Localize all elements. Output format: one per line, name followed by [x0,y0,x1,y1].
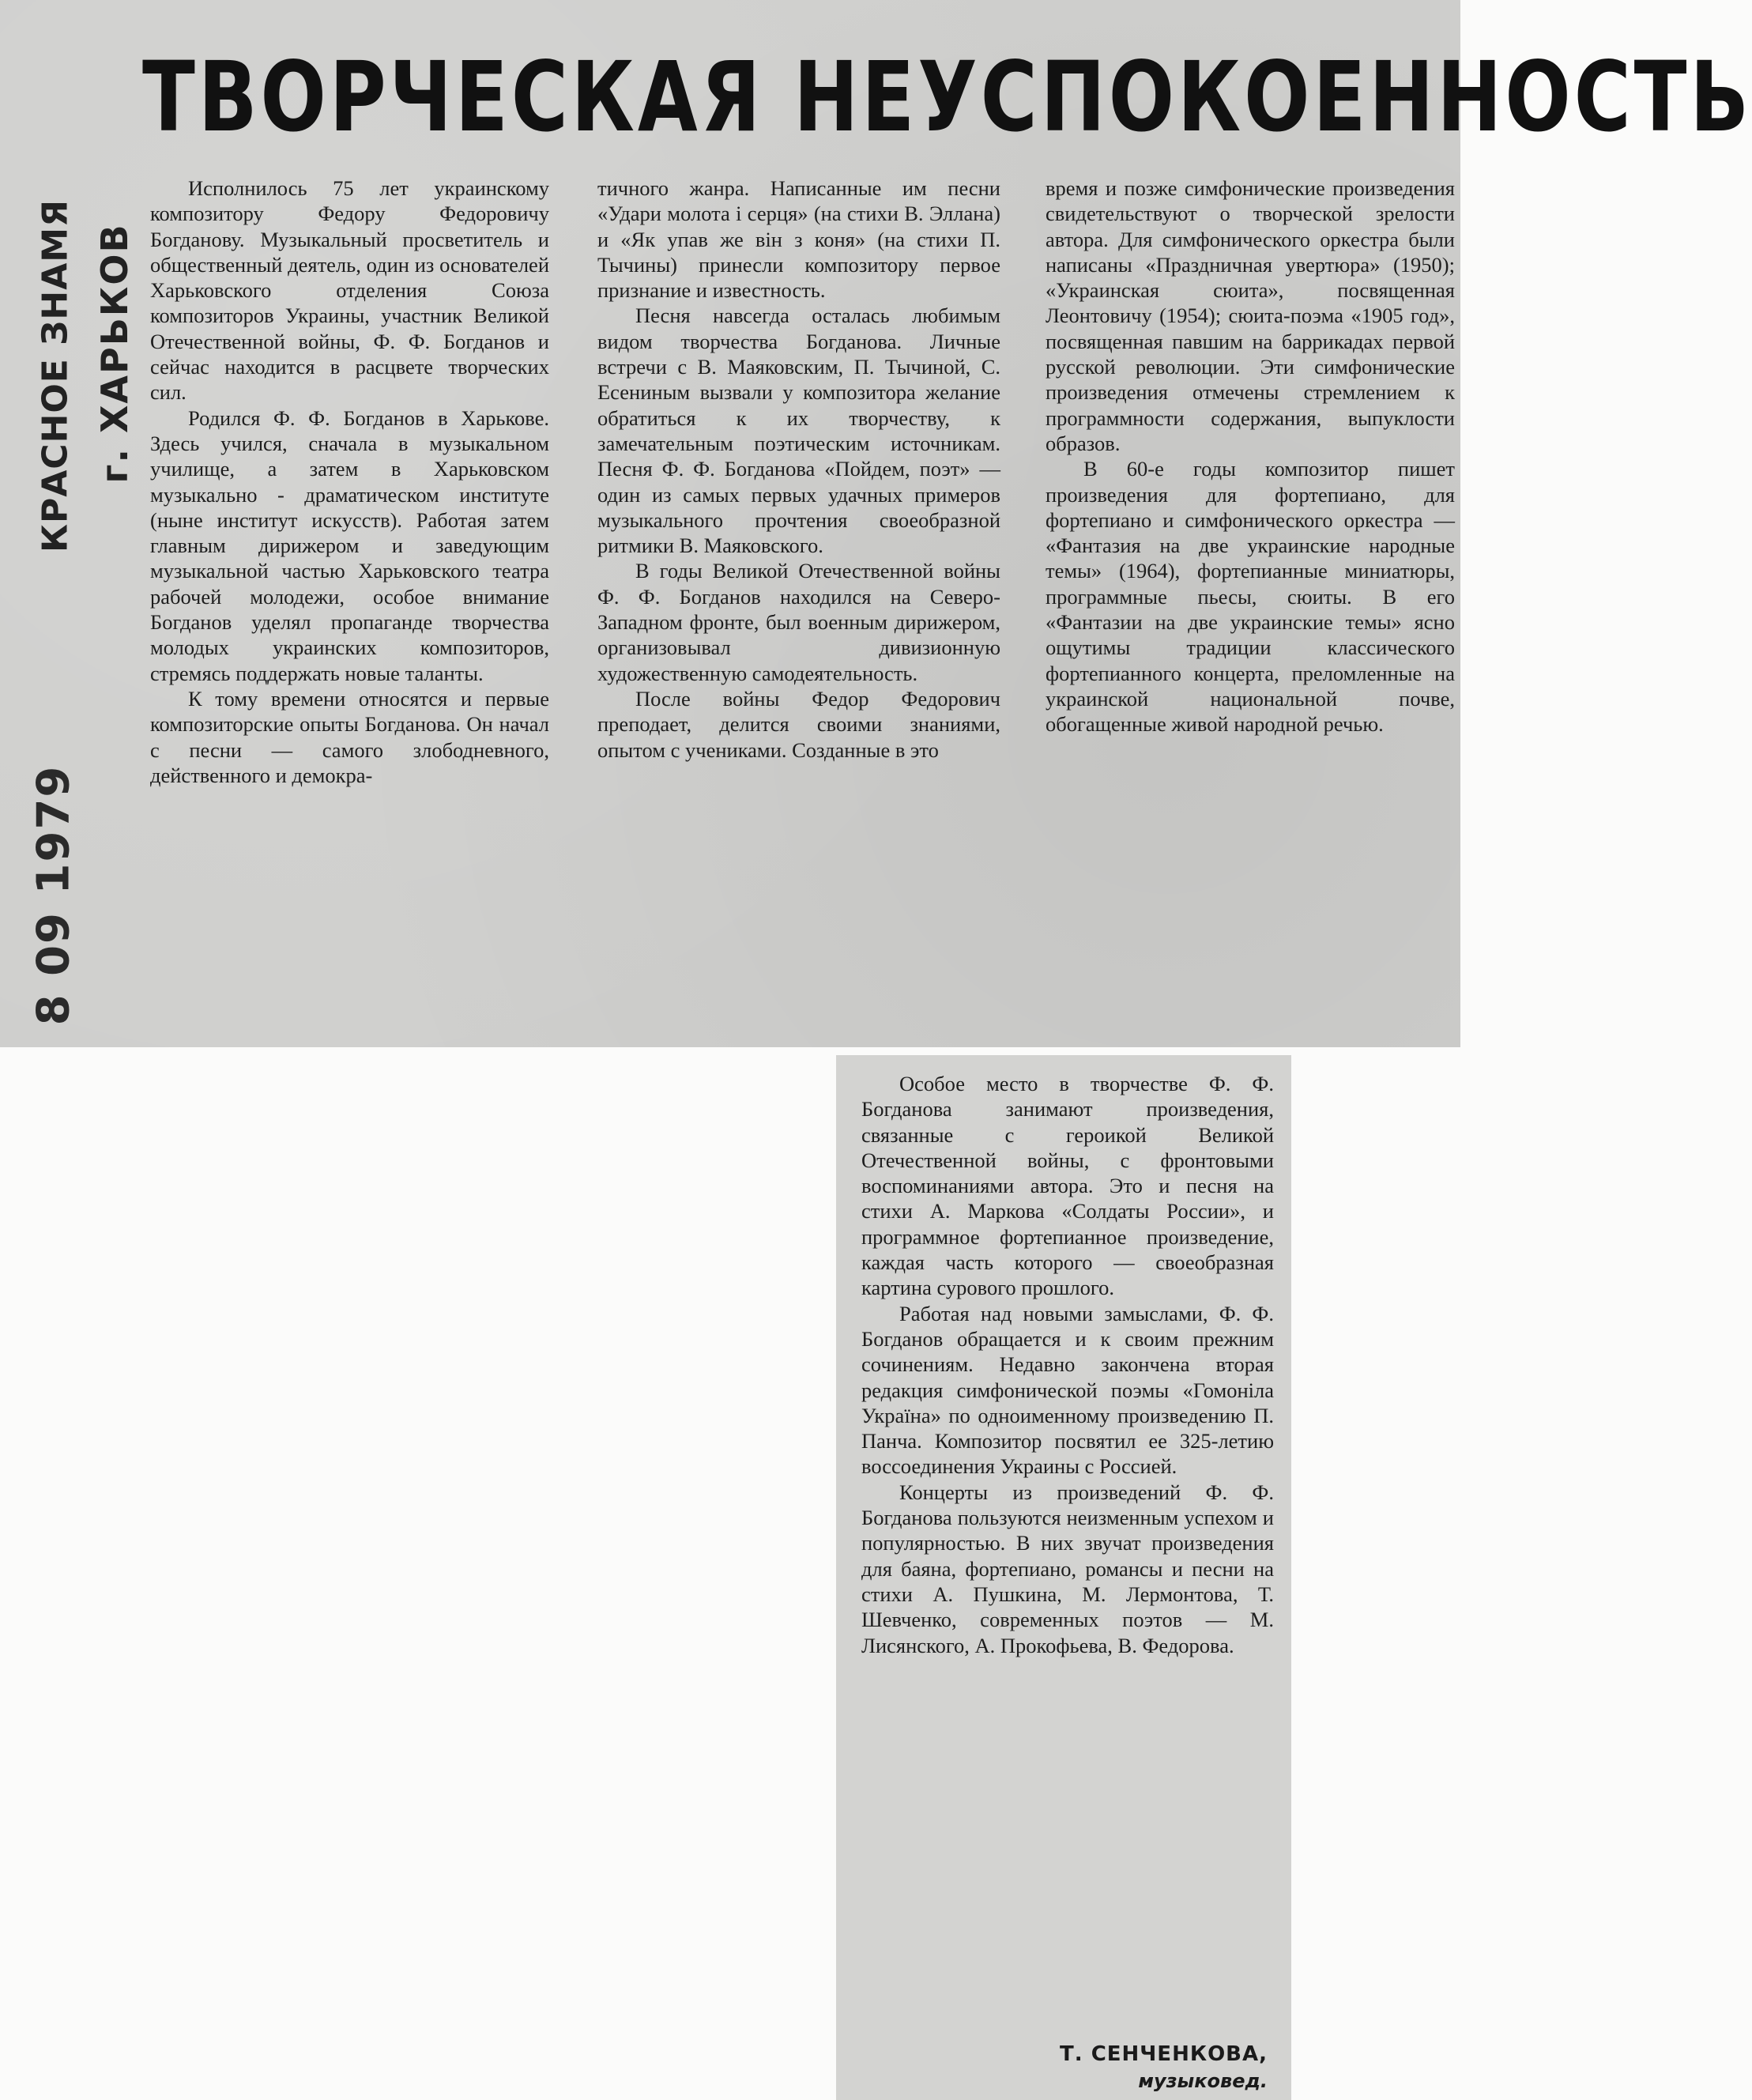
paragraph: Работая над новыми замыслами, Ф. Ф. Богданов обращается и к своим прежним сочинениям. Недавно закончена вторая редакция симфонической поэмы «Гомоніла Україна» по одноименному произведению П. Панча. Композитор посвятил ее 325-летию воссоединения Украины с Россией. [861,1301,1274,1479]
article-column-2 [597,175,1000,763]
paragraph: К тому времени относятся и первые композиторские опыты Богданова. Он начал с песни — самого злободневного, действенного и демокра- [150,686,549,787]
paragraph: время и позже симфонические произведения свидетельствуют о творческой зрелости автора. Для симфонического оркестра были написаны «Праздничная увертюра» (1950); «Украинская сюита», посвященная Леонтовичу (1954); сюита-поэма «1905 год», посвященная павшим на баррикадах первой русской революции. Эти симфонические произведения отмечены стремлением к программности содержания, выпуклости образов. [1046,176,1455,455]
paragraph: В 60-е годы композитор пишет произведения для фортепиано, для фортепиано и симфонического оркестра — «Фантазия на две украинские народные темы» (1964), фортепианные миниатюры, программные пьесы, сюиты. В его «Фантазии на две украинские темы» ясно ощутимы традиции классического фортепианного концерта, преломленные на украинской национальной почве, обогащенные живой народной речью. [1046,457,1455,737]
paragraph: В годы Великой Отечественной войны Ф. Ф. Богданов находился на Северо-Западном фронте, был военным дирижером, организовывал дивизионную художественную самодеятельность. [597,559,1000,685]
byline [861,2041,1268,2094]
paragraph: Песня навсегда осталась любимым видом творчества Богданова. Личные встречи с В. Маяковским, П. Тычиной, С. Есениным вызвали у композитора желание обратиться к их творчеству, к замечательным поэтическим источникам. Песня Ф. Ф. Богданова «Пойдем, поэт» — один из самых первых удачных примеров музыкального прочтения своеобразной ритмики В. Маяковского. [597,304,1000,558]
paragraph: тичного жанра. Написанные им песни «Удари молота і серця» (на стихи В. Эллана) и «Як упав же він з коня» (на стихи П. Тычины) принесли композитору первое признание и известность. [597,176,1000,303]
date-stamp-text: 8 09 1979 [28,764,80,1026]
newspaper-name: КРАСНОЕ ЗНАМЯ [35,199,76,552]
article-headline: ТВОРЧЕСКАЯ НЕУСПОКОЕННОСТЬ [142,41,1752,154]
byline-author: Т. СЕНЧЕНКОВА, [1060,2042,1268,2066]
paragraph: После войны Федор Федорович преподает, делится своими знаниями, опытом с учениками. Созданные в это [597,686,1000,762]
date-stamp [6,751,101,1035]
paragraph: Концерты из произведений Ф. Ф. Богданова пользуются неизменным успехом и популярностью. В них звучат произведения для баяна, фортепиано, романсы и песни на стихи А. Пушкина, М. Лермонтова, Т. Шевченко, современных поэтов — М. Лисянского, А. Прокофьева, В. Федорова. [861,1480,1274,1657]
newspaper-city: г. ХАРЬКОВ [93,223,136,484]
paragraph: Особое место в творчестве Ф. Ф. Богданова занимают произведения, связанные с героикой Великой Отечественной войны, с фронтовыми воспоминаниями автора. Это и песня на стихи А. Маркова «Солдаты России», и программное фортепианное произведение, каждая часть которого — своеобразная картина сурового прошлого. [861,1072,1274,1300]
masthead [32,126,136,664]
article-column-1 [150,175,549,788]
paragraph: Родился Ф. Ф. Богданов в Харькове. Здесь учился, сначала в музыкальном училище, а затем в Харьковском музыкально - драматическом институте (ныне институт искусств). Работая затем главным дирижером и заведующим музыкальной частью Харьковского театра рабочей молодежи, особое внимание Богданов уделял пропаганде творчества молодых украинских композиторов, стремясь поддержать новые таланты. [150,405,549,685]
article-column-3 [1046,175,1455,737]
byline-role: музыковед. [1138,2070,1268,2092]
article-column-4 [861,1071,1274,1658]
paragraph: Исполнилось 75 лет украинскому композитору Федору Федоровичу Богданову. Музыкальный просветитель и общественный деятель, один из основателей Харьковского отделения Союза композиторов Украины, участник Великой Отечественной войны, Ф. Ф. Богданов и сейчас находится в расцвете творческих сил. [150,176,549,405]
